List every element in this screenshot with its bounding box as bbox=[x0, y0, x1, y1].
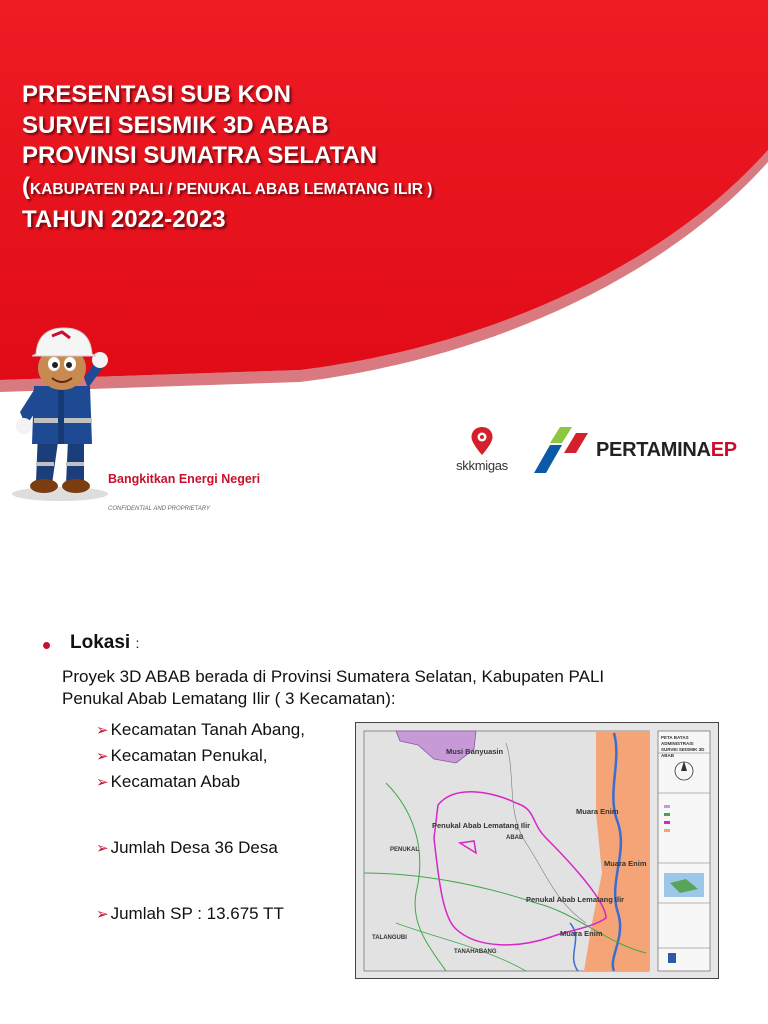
bullet-dot-icon: • bbox=[42, 630, 52, 660]
lokasi-colon: : bbox=[135, 635, 140, 651]
pertamina-ep-logo bbox=[528, 425, 753, 475]
arrow-bullet-icon: ➢ bbox=[96, 774, 109, 791]
title-line-3: PROVINSI SUMATRA SELATAN bbox=[22, 142, 378, 169]
skkmigas-pin-icon bbox=[442, 425, 522, 459]
arrow-bullet-icon: ➢ bbox=[96, 906, 109, 923]
jumlah-sp bbox=[96, 904, 284, 924]
jumlah-desa bbox=[96, 838, 278, 858]
map-label-penukal-abab-lematang-ilir: Penukal Abab Lematang Ilir bbox=[526, 895, 625, 904]
pertamina-name: PERTAMINA bbox=[596, 439, 711, 461]
map-legend-title: PETA BATAS ADMINISTRASI SURVEI SEISMIK 3D ABAB bbox=[661, 735, 705, 758]
description-line-2: Penukal Abab Lematang Ilir ( 3 Kecamatan): bbox=[62, 689, 396, 708]
presentation-title bbox=[22, 80, 432, 236]
title-line-4-text: KABUPATEN PALI / PENUKAL ABAB LEMATANG ILIR ) bbox=[30, 180, 433, 198]
confidential-line-1: CONFIDENTIAL AND PROPRIETARY bbox=[108, 506, 211, 512]
pertamina-ep-suffix: EP bbox=[710, 439, 737, 461]
map-label-muara-enim: Muara Enim bbox=[560, 929, 603, 938]
map-label-musi-banyuasin: Musi Banyuasin bbox=[446, 747, 504, 756]
location-map bbox=[355, 722, 719, 979]
title-line-4 bbox=[22, 172, 432, 206]
kecamatan-item bbox=[96, 720, 305, 740]
map-label-penukal-abab-lematang-ilir: Penukal Abab Lematang Ilir bbox=[432, 821, 531, 830]
skkmigas-wordmark: skkmigas bbox=[456, 458, 508, 473]
lokasi-title: Lokasi bbox=[70, 632, 131, 653]
kecamatan-label: Kecamatan Tanah Abang, bbox=[110, 720, 305, 739]
pertamina-arrow-icon bbox=[528, 425, 592, 475]
title-line-1: PRESENTASI SUB KON bbox=[22, 81, 291, 108]
title-paren: ( bbox=[22, 172, 30, 200]
pertamina-wordmark bbox=[596, 439, 737, 462]
map-label-abab: ABAB bbox=[506, 835, 524, 841]
lokasi-heading bbox=[70, 632, 139, 654]
kecamatan-label: Kecamatan Abab bbox=[110, 772, 241, 791]
location-slide bbox=[0, 512, 768, 1024]
map-label-penukal: PENUKAL bbox=[390, 847, 420, 853]
arrow-bullet-icon: ➢ bbox=[96, 748, 109, 765]
map-label-tanah-abang: TANAHABANG bbox=[454, 949, 497, 955]
kecamatan-item bbox=[96, 772, 240, 792]
description-line-1: Proyek 3D ABAB berada di Provinsi Sumatera Selatan, Kabupaten PALI bbox=[62, 667, 605, 686]
mascot-illustration bbox=[8, 322, 118, 502]
title-line-5: TAHUN 2022-2023 bbox=[22, 206, 226, 233]
map-label-talang-ubi: TALANGUBI bbox=[372, 935, 407, 941]
arrow-bullet-icon: ➢ bbox=[96, 840, 109, 857]
jumlah-sp-text: Jumlah SP : 13.675 TT bbox=[110, 904, 284, 923]
map-label-muara-enim: Muara Enim bbox=[576, 807, 619, 816]
kecamatan-label: Kecamatan Penukal, bbox=[110, 746, 268, 765]
jumlah-desa-text: Jumlah Desa 36 Desa bbox=[110, 838, 278, 857]
skkmigas-logo bbox=[442, 425, 522, 475]
tagline: Bangkitkan Energi Negeri bbox=[108, 472, 261, 486]
map-label-muara-enim: Muara Enim bbox=[604, 859, 647, 868]
title-line-2: SURVEI SEISMIK 3D ABAB bbox=[22, 111, 329, 139]
kecamatan-item bbox=[96, 746, 267, 766]
project-description bbox=[62, 666, 752, 710]
arrow-bullet-icon: ➢ bbox=[96, 722, 109, 739]
